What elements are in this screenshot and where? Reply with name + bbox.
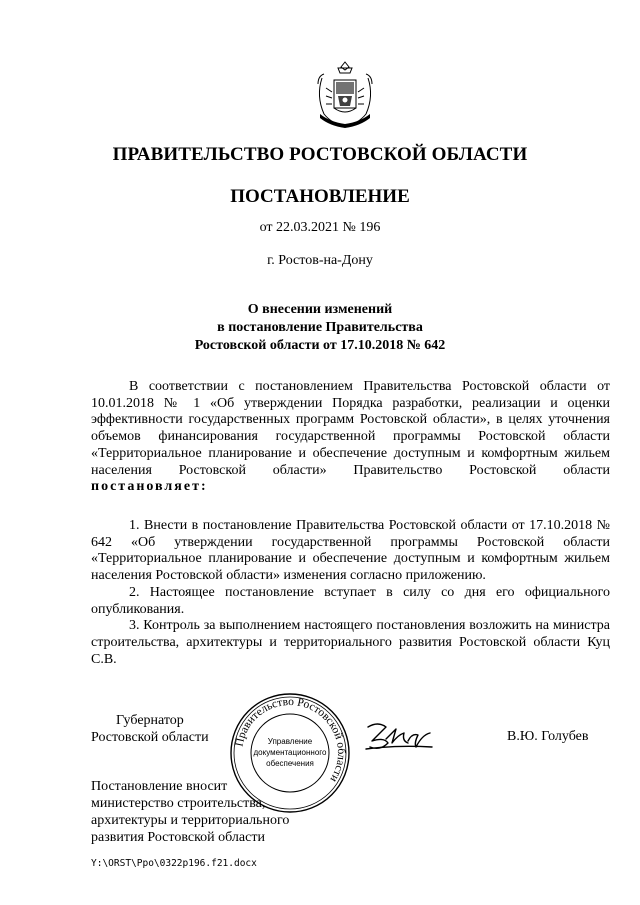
stamp-center-line: обеспечения — [266, 759, 314, 768]
position-line: Ростовской области — [91, 730, 209, 745]
government-title: ПРАВИТЕЛЬСТВО РОСТОВСКОЙ ОБЛАСТИ — [112, 144, 528, 165]
contributor-line: развития Ростовской области — [91, 830, 265, 845]
document-type: ПОСТАНОВЛЕНИЕ — [230, 186, 410, 207]
handwritten-signature — [364, 717, 436, 757]
decree-item: 1. Внести в постановление Правительства Ростовской области от 17.10.2018 № 642 «Об утверждении государственной программы Ростовской области «Территориальное планирование и обеспечение доступным и комфортным жильем населения Ростовской области» изменения согласно приложению. — [91, 518, 610, 584]
contributor-line: архитектуры и территориального — [91, 813, 290, 828]
contributor-line: Постановление вносит — [91, 779, 228, 794]
decree-item: 3. Контроль за выполнением настоящего постановления возложить на министра строительства, архитектуры и территориального развития Ростовской области Куц С.В. — [91, 618, 610, 667]
decree-item: 2. Настоящее постановление вступает в силу со дня его официального опубликования. — [91, 584, 610, 617]
decree-items — [91, 518, 610, 668]
subject-line: Ростовской области от 17.10.2018 № 642 — [194, 338, 446, 353]
preamble-paragraph — [91, 379, 610, 496]
position-line: Губернатор — [116, 713, 184, 728]
document-date-number: от 22.03.2021 № 196 — [259, 220, 381, 235]
contributor-line: министерство строительства, — [91, 796, 266, 811]
decree-word: постановляет: — [91, 479, 208, 495]
coat-of-arms-icon — [314, 58, 376, 130]
subject-line: в постановление Правительства — [217, 320, 423, 335]
signatory-name: В.Ю. Голубев — [507, 729, 589, 744]
file-path-footer: Y:\ORST\Ppo\0322p196.f21.docx — [91, 858, 257, 869]
document-city: г. Ростов-на-Дону — [267, 253, 373, 268]
signatory-position — [91, 712, 209, 746]
subject-line: О внесении изменений — [247, 302, 393, 317]
preamble-text: В соответствии с постановлением Правительства Ростовской области от 10.01.2018 № 1 «Об утверждении Порядка разработки, реализации и оценки эффективности государственных программ Ростовской области», в целях уточнения объемов финансирования государственной программы Ростовской области «Территориальное планирование и обеспечение доступным и комфортным жильем населения Ростовской области» Правительство Ростовской области — [91, 379, 610, 478]
stamp-ring-text: Правительство Ростовской области — [233, 695, 348, 785]
contributor-block — [91, 778, 289, 846]
document-subject — [0, 301, 640, 355]
stamp-center-line: документационного — [253, 748, 327, 757]
stamp-center-line: Управление — [267, 737, 313, 746]
